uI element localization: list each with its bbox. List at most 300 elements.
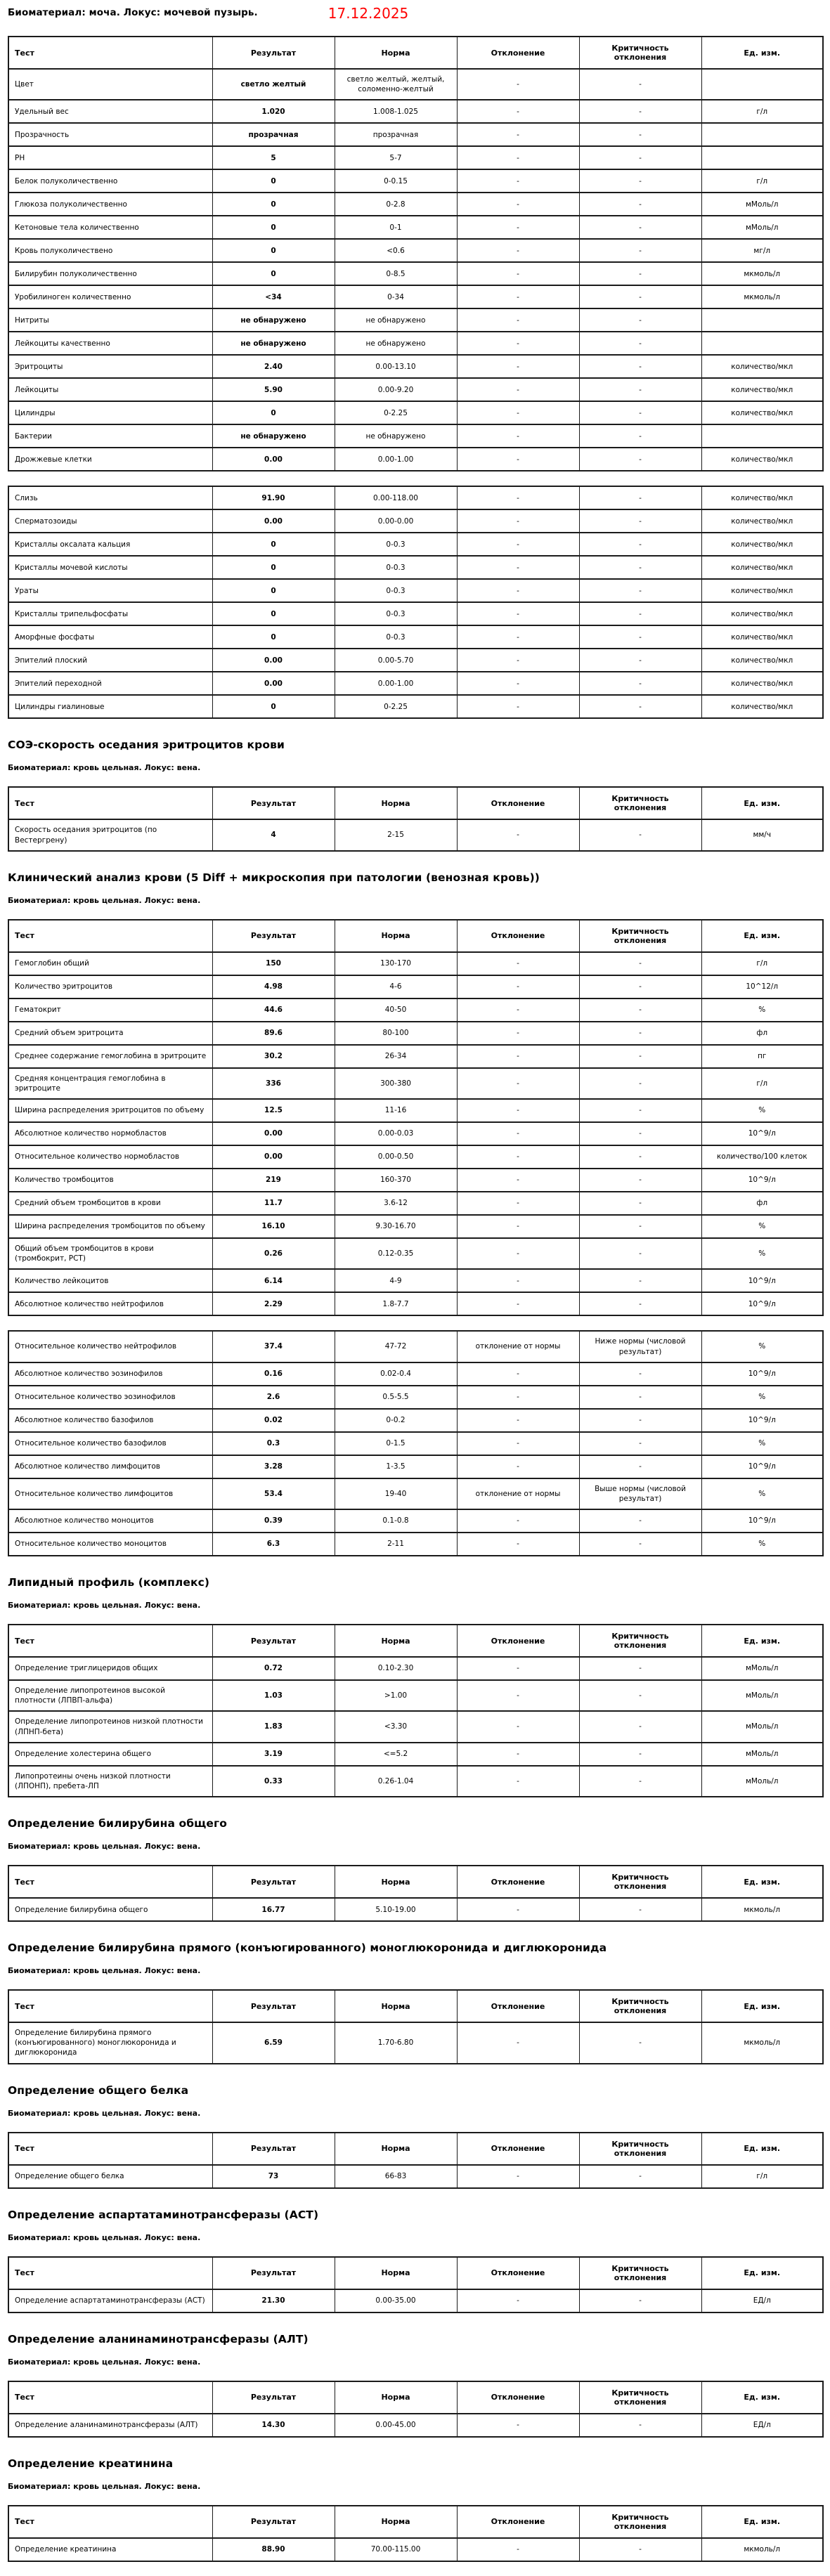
unit-cell: мМоль/л xyxy=(701,1766,823,1797)
lab-table xyxy=(8,2505,824,2562)
column-header: Отклонение xyxy=(457,2133,579,2165)
unit-cell: мМоль/л xyxy=(701,193,823,216)
result-cell: 12.5 xyxy=(212,1099,335,1122)
result-cell: 0 xyxy=(212,216,335,239)
norm-cell: не обнаружено xyxy=(335,308,457,332)
criticality-cell: - xyxy=(579,1509,701,1533)
norm-cell: 0-0.2 xyxy=(335,1409,457,1432)
unit-cell: 10^9/л xyxy=(701,1409,823,1432)
column-header: Тест xyxy=(8,2257,212,2289)
criticality-cell: - xyxy=(579,285,701,308)
result-cell: 5.90 xyxy=(212,378,335,401)
criticality-cell: - xyxy=(579,216,701,239)
lab-table xyxy=(8,1624,824,1797)
column-header: Ед. изм. xyxy=(701,37,823,69)
column-header: Ед. изм. xyxy=(701,920,823,952)
deviation-cell: - xyxy=(457,1292,579,1315)
result-cell: 0.16 xyxy=(212,1362,335,1386)
unit-cell: % xyxy=(701,1238,823,1269)
test-cell: Количество эритроцитов xyxy=(8,975,212,998)
lab-table xyxy=(8,2132,824,2189)
table-row xyxy=(8,2538,823,2561)
criticality-cell: - xyxy=(579,1122,701,1145)
table-row xyxy=(8,819,823,850)
result-cell: 2.6 xyxy=(212,1386,335,1409)
section-subtitle: Биоматериал: кровь цельная. Локус: вена. xyxy=(8,2481,201,2491)
test-cell: Белок полуколичественно xyxy=(8,169,212,193)
table-row xyxy=(8,216,823,239)
table-header-row xyxy=(8,37,823,69)
deviation-cell: - xyxy=(457,169,579,193)
criticality-cell: - xyxy=(579,2165,701,2188)
table-row xyxy=(8,998,823,1022)
result-cell: 0.02 xyxy=(212,1409,335,1432)
result-cell: 0.72 xyxy=(212,1657,335,1680)
table-row xyxy=(8,1192,823,1215)
norm-cell: светло желтый, желтый, соломенно-желтый xyxy=(335,69,457,100)
table-header-row xyxy=(8,2133,823,2165)
norm-cell: <3.30 xyxy=(335,1711,457,1742)
result-cell: 219 xyxy=(212,1169,335,1192)
test-cell: Определение билирубина прямого (конъюгированного) моноглюкоронида и диглюкоронида xyxy=(8,2022,212,2064)
unit-cell: мкмоль/л xyxy=(701,1898,823,1921)
result-cell: светло желтый xyxy=(212,69,335,100)
result-cell: 3.19 xyxy=(212,1743,335,1766)
norm-cell: 0.00-118.00 xyxy=(335,486,457,509)
criticality-cell: - xyxy=(579,998,701,1022)
criticality-cell: - xyxy=(579,1455,701,1478)
table-row xyxy=(8,1386,823,1409)
deviation-cell: - xyxy=(457,1192,579,1215)
test-cell: Ширина распределения эритроцитов по объему xyxy=(8,1099,212,1122)
norm-cell: 0.00-5.70 xyxy=(335,649,457,672)
unit-cell: мм/ч xyxy=(701,819,823,850)
norm-cell: 3.6-12 xyxy=(335,1192,457,1215)
table-header-row xyxy=(8,2506,823,2538)
criticality-cell: - xyxy=(579,424,701,448)
norm-cell: 0.00-1.00 xyxy=(335,448,457,471)
column-header: Ед. изм. xyxy=(701,1990,823,2022)
test-cell: Относительное количество базофилов xyxy=(8,1432,212,1455)
deviation-cell: - xyxy=(457,533,579,556)
column-header: Отклонение xyxy=(457,1625,579,1657)
table-row xyxy=(8,952,823,975)
criticality-cell: - xyxy=(579,625,701,649)
result-cell: 44.6 xyxy=(212,998,335,1022)
table-row xyxy=(8,355,823,378)
table-header-row xyxy=(8,787,823,819)
norm-cell: 19-40 xyxy=(335,1478,457,1509)
unit-cell: мкмоль/л xyxy=(701,285,823,308)
lab-table xyxy=(8,486,824,719)
unit-cell: 10^9/л xyxy=(701,1509,823,1533)
table-row xyxy=(8,1432,823,1455)
unit-cell: мкмоль/л xyxy=(701,262,823,285)
result-cell: 4.98 xyxy=(212,975,335,998)
result-cell: не обнаружено xyxy=(212,308,335,332)
section xyxy=(8,739,822,851)
unit-cell: количество/100 клеток xyxy=(701,1145,823,1169)
unit-cell: % xyxy=(701,1215,823,1238)
table-row xyxy=(8,1145,823,1169)
norm-cell: 0-0.3 xyxy=(335,533,457,556)
norm-cell: 0.00-0.00 xyxy=(335,509,457,533)
table-row xyxy=(8,579,823,602)
result-cell: 73 xyxy=(212,2165,335,2188)
norm-cell: 66-83 xyxy=(335,2165,457,2188)
column-header: Отклонение xyxy=(457,1866,579,1898)
deviation-cell: - xyxy=(457,424,579,448)
table-row xyxy=(8,1362,823,1386)
table-row xyxy=(8,193,823,216)
criticality-cell: - xyxy=(579,1533,701,1556)
norm-cell: 26-34 xyxy=(335,1045,457,1068)
criticality-cell: - xyxy=(579,602,701,625)
table-row xyxy=(8,2165,823,2188)
section-subtitle: Биоматериал: кровь цельная. Локус: вена. xyxy=(8,2357,201,2367)
deviation-cell: - xyxy=(457,1657,579,1680)
table-row xyxy=(8,509,823,533)
result-cell: 16.10 xyxy=(212,1215,335,1238)
criticality-cell: - xyxy=(579,1192,701,1215)
unit-cell: 10^9/л xyxy=(701,1269,823,1292)
norm-cell: 130-170 xyxy=(335,952,457,975)
criticality-cell: - xyxy=(579,69,701,100)
norm-cell: 0-0.15 xyxy=(335,169,457,193)
deviation-cell: - xyxy=(457,1766,579,1797)
result-cell: 6.3 xyxy=(212,1533,335,1556)
norm-cell: 1-3.5 xyxy=(335,1455,457,1478)
norm-cell: 0-8.5 xyxy=(335,262,457,285)
norm-cell: 160-370 xyxy=(335,1169,457,1192)
column-header: Тест xyxy=(8,37,212,69)
criticality-cell: - xyxy=(579,401,701,424)
lab-table xyxy=(8,919,824,1317)
test-cell: Определение билирубина общего xyxy=(8,1898,212,1921)
section-heading: Определение общего белка xyxy=(8,2083,189,2097)
unit-cell: 10^9/л xyxy=(701,1122,823,1145)
unit-cell: 10^9/л xyxy=(701,1292,823,1315)
norm-cell: 47-72 xyxy=(335,1331,457,1362)
norm-cell: 2-15 xyxy=(335,819,457,850)
norm-cell: 0-2.25 xyxy=(335,695,457,718)
table-row xyxy=(8,308,823,332)
test-cell: Средний объем тромбоцитов в крови xyxy=(8,1192,212,1215)
deviation-cell: - xyxy=(457,2165,579,2188)
result-cell: 30.2 xyxy=(212,1045,335,1068)
norm-cell: 0.00-13.10 xyxy=(335,355,457,378)
section xyxy=(8,1817,822,1922)
criticality-cell: - xyxy=(579,533,701,556)
table-row xyxy=(8,123,823,146)
biomaterial-title: Биоматериал: моча. Локус: мочевой пузырь. xyxy=(8,7,258,18)
result-cell: 4 xyxy=(212,819,335,850)
criticality-cell: - xyxy=(579,952,701,975)
table-row xyxy=(8,378,823,401)
table-row xyxy=(8,332,823,355)
test-cell: Уробилиноген количественно xyxy=(8,285,212,308)
column-header: Норма xyxy=(335,920,457,952)
unit-cell: ЕД/л xyxy=(701,2414,823,2437)
deviation-cell: - xyxy=(457,216,579,239)
norm-cell: <0.6 xyxy=(335,239,457,262)
table-header-row xyxy=(8,2257,823,2289)
deviation-cell: - xyxy=(457,1238,579,1269)
unit-cell: мМоль/л xyxy=(701,1680,823,1711)
deviation-cell: - xyxy=(457,579,579,602)
section xyxy=(8,1941,822,2064)
section-subtitle: Биоматериал: кровь цельная. Локус: вена. xyxy=(8,1601,201,1611)
result-cell: 0 xyxy=(212,579,335,602)
result-cell: 0.3 xyxy=(212,1432,335,1455)
norm-cell: 0-0.3 xyxy=(335,556,457,579)
result-cell: 53.4 xyxy=(212,1478,335,1509)
test-cell: PH xyxy=(8,146,212,169)
deviation-cell: - xyxy=(457,1432,579,1455)
column-header: Результат xyxy=(212,37,335,69)
column-header: Ед. изм. xyxy=(701,2257,823,2289)
table-row xyxy=(8,69,823,100)
unit-cell xyxy=(701,424,823,448)
column-header: Ед. изм. xyxy=(701,1625,823,1657)
table-row xyxy=(8,1169,823,1192)
section-subtitle: Биоматериал: кровь цельная. Локус: вена. xyxy=(8,2108,201,2118)
result-cell: 88.90 xyxy=(212,2538,335,2561)
deviation-cell: - xyxy=(457,355,579,378)
result-cell: 150 xyxy=(212,952,335,975)
norm-cell: прозрачная xyxy=(335,123,457,146)
result-cell: 37.4 xyxy=(212,1331,335,1362)
section-heading: Определение билирубина общего xyxy=(8,1817,227,1830)
criticality-cell: - xyxy=(579,1045,701,1068)
unit-cell: 10^12/л xyxy=(701,975,823,998)
unit-cell: фл xyxy=(701,1192,823,1215)
deviation-cell: - xyxy=(457,146,579,169)
unit-cell: количество/мкл xyxy=(701,556,823,579)
test-cell: Прозрачность xyxy=(8,123,212,146)
deviation-cell: - xyxy=(457,1680,579,1711)
norm-cell: 0-0.3 xyxy=(335,579,457,602)
criticality-cell: - xyxy=(579,123,701,146)
norm-cell: 0.10-2.30 xyxy=(335,1657,457,1680)
deviation-cell: - xyxy=(457,1169,579,1192)
test-cell: Определение аланинаминотрансферазы (АЛТ) xyxy=(8,2414,212,2437)
test-cell: Слизь xyxy=(8,486,212,509)
unit-cell: % xyxy=(701,1432,823,1455)
deviation-cell: - xyxy=(457,486,579,509)
result-cell: 1.03 xyxy=(212,1680,335,1711)
column-header: Результат xyxy=(212,1990,335,2022)
criticality-cell: - xyxy=(579,378,701,401)
column-header: Тест xyxy=(8,1625,212,1657)
result-cell: 0 xyxy=(212,695,335,718)
criticality-cell: - xyxy=(579,509,701,533)
deviation-cell: - xyxy=(457,602,579,625)
norm-cell: 0.26-1.04 xyxy=(335,1766,457,1797)
norm-cell: 0.00-9.20 xyxy=(335,378,457,401)
deviation-cell: - xyxy=(457,285,579,308)
deviation-cell: - xyxy=(457,1898,579,1921)
criticality-cell: - xyxy=(579,1362,701,1386)
unit-cell: мкмоль/л xyxy=(701,2538,823,2561)
test-cell: Общий объем тромбоцитов в крови (тромбокрит, PCT) xyxy=(8,1238,212,1269)
table-row xyxy=(8,602,823,625)
criticality-cell: - xyxy=(579,2022,701,2064)
result-cell: 0.26 xyxy=(212,1238,335,1269)
column-header: Отклонение xyxy=(457,1990,579,2022)
result-cell: 0.39 xyxy=(212,1509,335,1533)
deviation-cell: - xyxy=(457,509,579,533)
unit-cell: количество/мкл xyxy=(701,533,823,556)
section-subtitle: Биоматериал: кровь цельная. Локус: вена. xyxy=(8,895,201,905)
column-header: Норма xyxy=(335,1625,457,1657)
norm-cell: 5-7 xyxy=(335,146,457,169)
column-header: Норма xyxy=(335,2381,457,2414)
unit-cell: количество/мкл xyxy=(701,486,823,509)
deviation-cell: - xyxy=(457,239,579,262)
table-row xyxy=(8,1898,823,1921)
criticality-cell: - xyxy=(579,239,701,262)
test-cell: Относительное количество эозинофилов xyxy=(8,1386,212,1409)
result-cell: 91.90 xyxy=(212,486,335,509)
criticality-cell: - xyxy=(579,2414,701,2437)
table-row xyxy=(8,625,823,649)
norm-cell: 0.1-0.8 xyxy=(335,1509,457,1533)
column-header: Критичность отклонения xyxy=(579,920,701,952)
column-header: Ед. изм. xyxy=(701,2133,823,2165)
criticality-cell: - xyxy=(579,1680,701,1711)
result-cell: 0 xyxy=(212,602,335,625)
result-cell: 89.6 xyxy=(212,1022,335,1045)
unit-cell: г/л xyxy=(701,1068,823,1099)
result-cell: 1.83 xyxy=(212,1711,335,1742)
test-cell: Ураты xyxy=(8,579,212,602)
criticality-cell: - xyxy=(579,1657,701,1680)
criticality-cell: - xyxy=(579,649,701,672)
lab-table xyxy=(8,2256,824,2313)
table-row xyxy=(8,1122,823,1145)
norm-cell: 0.00-1.00 xyxy=(335,672,457,695)
lab-table xyxy=(8,2381,824,2438)
norm-cell: 0-2.8 xyxy=(335,193,457,216)
deviation-cell: - xyxy=(457,998,579,1022)
deviation-cell: - xyxy=(457,1122,579,1145)
column-header: Отклонение xyxy=(457,2506,579,2538)
test-cell: Абсолютное количество базофилов xyxy=(8,1409,212,1432)
deviation-cell: - xyxy=(457,1269,579,1292)
deviation-cell: - xyxy=(457,1455,579,1478)
norm-cell: <=5.2 xyxy=(335,1743,457,1766)
table-row xyxy=(8,1711,823,1742)
criticality-cell: - xyxy=(579,1409,701,1432)
column-header: Норма xyxy=(335,1990,457,2022)
norm-cell: 4-9 xyxy=(335,1269,457,1292)
column-header: Норма xyxy=(335,787,457,819)
criticality-cell: - xyxy=(579,1099,701,1122)
unit-cell xyxy=(701,146,823,169)
criticality-cell: - xyxy=(579,1022,701,1045)
section-heading: Липидный профиль (комплекс) xyxy=(8,1576,210,1589)
test-cell: Лейкоциты качественно xyxy=(8,332,212,355)
test-cell: Липопротеины очень низкой плотности (ЛПОНП), пребета-ЛП xyxy=(8,1766,212,1797)
criticality-cell: - xyxy=(579,1215,701,1238)
report-date: 17.12.2025 xyxy=(328,5,409,22)
norm-cell: 0.5-5.5 xyxy=(335,1386,457,1409)
deviation-cell: - xyxy=(457,1711,579,1742)
table-row xyxy=(8,533,823,556)
table-row xyxy=(8,448,823,471)
section xyxy=(8,2333,822,2438)
unit-cell: % xyxy=(701,1478,823,1509)
table-row xyxy=(8,1022,823,1045)
norm-cell: 0.00-35.00 xyxy=(335,2289,457,2312)
test-cell: Эпителий переходной xyxy=(8,672,212,695)
test-cell: Цилиндры гиалиновые xyxy=(8,695,212,718)
table-row xyxy=(8,1533,823,1556)
deviation-cell: - xyxy=(457,1362,579,1386)
table-row xyxy=(8,1215,823,1238)
column-header: Результат xyxy=(212,787,335,819)
test-cell: Абсолютное количество эозинофилов xyxy=(8,1362,212,1386)
result-cell: 0.00 xyxy=(212,1122,335,1145)
column-header: Ед. изм. xyxy=(701,1866,823,1898)
deviation-cell: - xyxy=(457,672,579,695)
deviation-cell: - xyxy=(457,448,579,471)
column-header: Тест xyxy=(8,1866,212,1898)
criticality-cell: - xyxy=(579,355,701,378)
criticality-cell: - xyxy=(579,146,701,169)
test-cell: Абсолютное количество лимфоцитов xyxy=(8,1455,212,1478)
column-header: Норма xyxy=(335,1866,457,1898)
unit-cell: мМоль/л xyxy=(701,1711,823,1742)
unit-cell: г/л xyxy=(701,2165,823,2188)
criticality-cell: - xyxy=(579,448,701,471)
deviation-cell: - xyxy=(457,2289,579,2312)
deviation-cell: - xyxy=(457,2538,579,2561)
norm-cell: 9.30-16.70 xyxy=(335,1215,457,1238)
column-header: Результат xyxy=(212,1866,335,1898)
table-row xyxy=(8,1099,823,1122)
table-row xyxy=(8,169,823,193)
norm-cell: 70.00-115.00 xyxy=(335,2538,457,2561)
test-cell: Определение общего белка xyxy=(8,2165,212,2188)
unit-cell: пг xyxy=(701,1045,823,1068)
test-cell: Гемоглобин общий xyxy=(8,952,212,975)
test-cell: Эритроциты xyxy=(8,355,212,378)
table-row xyxy=(8,1331,823,1362)
criticality-cell: - xyxy=(579,100,701,123)
test-cell: Средний объем эритроцита xyxy=(8,1022,212,1045)
test-cell: Определение аспартатаминотрансферазы (АСТ) xyxy=(8,2289,212,2312)
unit-cell: 10^9/л xyxy=(701,1455,823,1478)
column-header: Норма xyxy=(335,2506,457,2538)
result-cell: 336 xyxy=(212,1068,335,1099)
unit-cell: количество/мкл xyxy=(701,602,823,625)
unit-cell: количество/мкл xyxy=(701,579,823,602)
table-row xyxy=(8,1409,823,1432)
column-header: Тест xyxy=(8,1990,212,2022)
unit-cell: % xyxy=(701,1386,823,1409)
unit-cell: количество/мкл xyxy=(701,672,823,695)
norm-cell: 2-11 xyxy=(335,1533,457,1556)
table-row xyxy=(8,1292,823,1315)
unit-cell: 10^9/л xyxy=(701,1362,823,1386)
test-cell: Относительное количество нейтрофилов xyxy=(8,1331,212,1362)
result-cell: 0 xyxy=(212,556,335,579)
result-cell: 14.30 xyxy=(212,2414,335,2437)
result-cell: 5 xyxy=(212,146,335,169)
result-cell: 2.29 xyxy=(212,1292,335,1315)
